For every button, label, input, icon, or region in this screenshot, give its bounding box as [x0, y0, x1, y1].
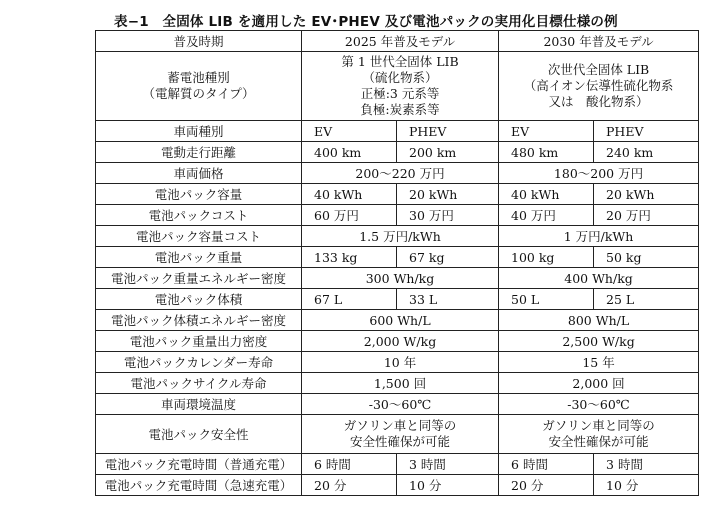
cell: 1.5 万円/kWh — [302, 226, 499, 247]
table-caption: 表−1 全固体 LIB を適用した EV･PHEV 及び電池パックの実用化目標仕様の例 — [114, 14, 618, 30]
cell: -30～60℃ — [302, 394, 499, 415]
row-label: 電池パック重量出力密度 — [96, 331, 302, 352]
table-row — [96, 475, 699, 496]
table-row — [96, 352, 699, 373]
row-label: 電池パック体積 — [96, 289, 302, 310]
cell: 67 L — [302, 289, 397, 310]
cell: PHEV — [594, 121, 699, 142]
cell: 600 Wh/L — [302, 310, 499, 331]
table-row — [96, 52, 699, 121]
cell: 40 kWh — [499, 184, 594, 205]
table-row — [96, 310, 699, 331]
row-label: 電池パック充電時間（急速充電） — [96, 475, 302, 496]
cell: 6 時間 — [302, 454, 397, 475]
row-label: 電池パック安全性 — [96, 415, 302, 454]
table-row — [96, 373, 699, 394]
row-label: 車両価格 — [96, 163, 302, 184]
cell: 100 kg — [499, 247, 594, 268]
cell: ガソリン車と同等の 安全性確保が可能 — [499, 415, 699, 454]
cell: 1 万円/kWh — [499, 226, 699, 247]
cell: 10 年 — [302, 352, 499, 373]
cell: ガソリン車と同等の 安全性確保が可能 — [302, 415, 499, 454]
cell: 20 kWh — [397, 184, 499, 205]
table-row — [96, 142, 699, 163]
cell: 50 kg — [594, 247, 699, 268]
cell: 40 万円 — [499, 205, 594, 226]
cell: 15 年 — [499, 352, 699, 373]
cell: 50 L — [499, 289, 594, 310]
cell: 6 時間 — [499, 454, 594, 475]
row-label: 車両種別 — [96, 121, 302, 142]
cell: PHEV — [397, 121, 499, 142]
battery-type-2030: 次世代全固体 LIB （高イオン伝導性硫化物系 又は 酸化物系） — [499, 52, 699, 121]
row-label: 電動走行距離 — [96, 142, 302, 163]
table-row — [96, 31, 699, 52]
cell: 20 kWh — [594, 184, 699, 205]
cell: 60 万円 — [302, 205, 397, 226]
row-label: 電池パック容量 — [96, 184, 302, 205]
cell: EV — [499, 121, 594, 142]
row-label: 電池パック充電時間（普通充電） — [96, 454, 302, 475]
row-label: 電池パック容量コスト — [96, 226, 302, 247]
cell: 2,500 W/kg — [499, 331, 699, 352]
cell: 10 分 — [397, 475, 499, 496]
table-row — [96, 268, 699, 289]
cell: 67 kg — [397, 247, 499, 268]
cell: 1,500 回 — [302, 373, 499, 394]
cell: 400 Wh/kg — [499, 268, 699, 289]
cell: 200～220 万円 — [302, 163, 499, 184]
header-2030: 2030 年普及モデル — [499, 31, 699, 52]
row-label: 電池パック体積エネルギー密度 — [96, 310, 302, 331]
table-row — [96, 205, 699, 226]
cell: -30～60℃ — [499, 394, 699, 415]
cell: 133 kg — [302, 247, 397, 268]
spec-table — [95, 30, 699, 496]
cell: 3 時間 — [397, 454, 499, 475]
cell: 240 km — [594, 142, 699, 163]
table-row — [96, 289, 699, 310]
header-label: 普及時期 — [96, 31, 302, 52]
cell: 10 分 — [594, 475, 699, 496]
row-label: 車両環境温度 — [96, 394, 302, 415]
header-2025: 2025 年普及モデル — [302, 31, 499, 52]
table-row — [96, 163, 699, 184]
row-label: 電池パック重量エネルギー密度 — [96, 268, 302, 289]
row-label: 電池パックサイクル寿命 — [96, 373, 302, 394]
cell: 20 分 — [499, 475, 594, 496]
battery-type-label: 蓄電池種別 （電解質のタイプ） — [96, 52, 302, 121]
cell: 33 L — [397, 289, 499, 310]
table-row — [96, 247, 699, 268]
cell: 480 km — [499, 142, 594, 163]
cell: EV — [302, 121, 397, 142]
cell: 2,000 W/kg — [302, 331, 499, 352]
battery-type-2025: 第 1 世代全固体 LIB （硫化物系） 正極:3 元系等 負極:炭素系等 — [302, 52, 499, 121]
cell: 180～200 万円 — [499, 163, 699, 184]
cell: 300 Wh/kg — [302, 268, 499, 289]
cell: 800 Wh/L — [499, 310, 699, 331]
row-label: 電池パックコスト — [96, 205, 302, 226]
table-row — [96, 121, 699, 142]
table-row — [96, 331, 699, 352]
cell: 20 万円 — [594, 205, 699, 226]
cell: 2,000 回 — [499, 373, 699, 394]
row-label: 電池パックカレンダー寿命 — [96, 352, 302, 373]
table-row — [96, 415, 699, 454]
cell: 40 kWh — [302, 184, 397, 205]
cell: 200 km — [397, 142, 499, 163]
cell: 20 分 — [302, 475, 397, 496]
table-row — [96, 454, 699, 475]
cell: 30 万円 — [397, 205, 499, 226]
cell: 400 km — [302, 142, 397, 163]
table-row — [96, 226, 699, 247]
table-row — [96, 394, 699, 415]
cell: 3 時間 — [594, 454, 699, 475]
cell: 25 L — [594, 289, 699, 310]
table-row — [96, 184, 699, 205]
row-label: 電池パック重量 — [96, 247, 302, 268]
